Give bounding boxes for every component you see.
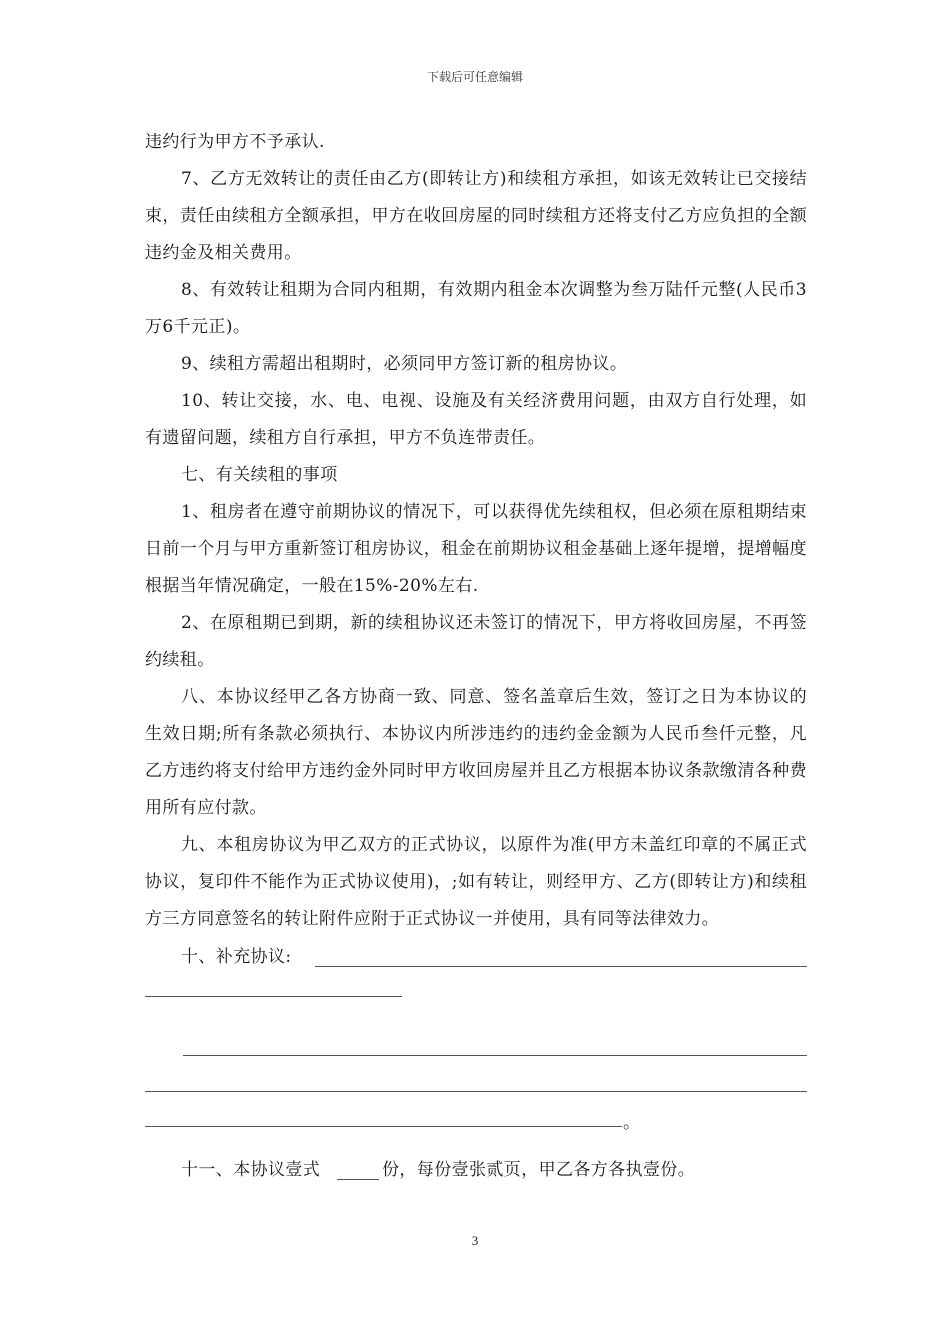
paragraph-section-9: 九、本租房协议为甲乙双方的正式协议，以原件为准(甲方未盖红印章的不属正式协议，复印件不能作为正式协议使用)，;如有转让，则经甲方、乙方(即转让方)和续租方三方同意签名的转让附件应附于正式协议一并使用，具有同等法律效力。 <box>145 835 807 929</box>
paragraph-clause-8: 8、有效转让租期为合同内租期，有效期内租金本次调整为叁万陆仟元整(人民币3万6千元正)。 <box>145 280 807 337</box>
supplementary-blank-line-1[interactable] <box>315 966 807 967</box>
supplementary-blank-row-5 <box>145 1103 807 1140</box>
page-header: 下载后可任意编辑 <box>426 70 523 84</box>
paragraph-clause-10: 10、转让交接，水、电、电视、设施及有关经济费用问题，由双方自行处理，如有遗留问题，续租方自行承担，甲方不负连带责任。 <box>145 391 807 448</box>
supplementary-blank-row-4 <box>145 1066 807 1103</box>
supplementary-agreement-row <box>145 939 807 976</box>
supplementary-blank-line-2[interactable] <box>145 996 402 997</box>
copies-text-start: 十一、本协议壹式 <box>181 1160 321 1180</box>
paragraph-renewal-1: 1、租房者在遵守前期协议的情况下，可以获得优先续租权，但必须在原租期结束日前一个月与甲方重新签订租房协议，租金在前期协议租金基础上逐年提增，提增幅度根据当年情况确定，一般在15%-20%左右. <box>145 502 807 596</box>
paragraph-renewal-2: 2、在原租期已到期，新的续租协议还未签订的情况下，甲方将收回房屋，不再签约续租。 <box>145 613 807 670</box>
supplementary-blank-line-3[interactable] <box>183 1055 807 1056</box>
paragraph-breach-continuation: 违约行为甲方不予承认. <box>145 132 325 152</box>
copies-row <box>145 1152 807 1189</box>
supplementary-blank-line-5[interactable] <box>145 1126 622 1127</box>
paragraph-clause-7: 7、乙方无效转让的责任由乙方(即转让方)和续租方承担，如该无效转让已交接结束，责任由续租方全额承担，甲方在收回房屋的同时续租方还将支付乙方应负担的全额违约金及相关费用。 <box>145 169 807 263</box>
section-heading-7: 七、有关续租的事项 <box>181 465 338 485</box>
supplementary-blank-line-4[interactable] <box>145 1091 807 1092</box>
supplementary-agreement-label: 十、补充协议: <box>181 947 292 967</box>
supplementary-blank-row-2 <box>145 976 807 1013</box>
supplementary-end-mark: 。 <box>623 1113 641 1133</box>
paragraph-section-8: 八、本协议经甲乙各方协商一致、同意、签名盖章后生效，签订之日为本协议的生效日期;所有条款必须执行、本协议内所涉违约的违约金金额为人民币叁仟元整，凡乙方违约将支付给甲方违约金外同时甲方收回房屋并且乙方根据本协议条款缴清各种费用所有应付款。 <box>145 687 807 818</box>
paragraph-clause-9: 9、续租方需超出租期时，必须同甲方签订新的租房协议。 <box>181 354 628 374</box>
copies-text-end: 份，每份壹张贰页，甲乙各方各执壹份。 <box>382 1160 696 1180</box>
page-number: 3 <box>471 1233 479 1248</box>
copies-count-blank[interactable] <box>337 1179 379 1180</box>
supplementary-blank-row-3 <box>145 1029 807 1066</box>
document-body <box>145 124 807 1189</box>
